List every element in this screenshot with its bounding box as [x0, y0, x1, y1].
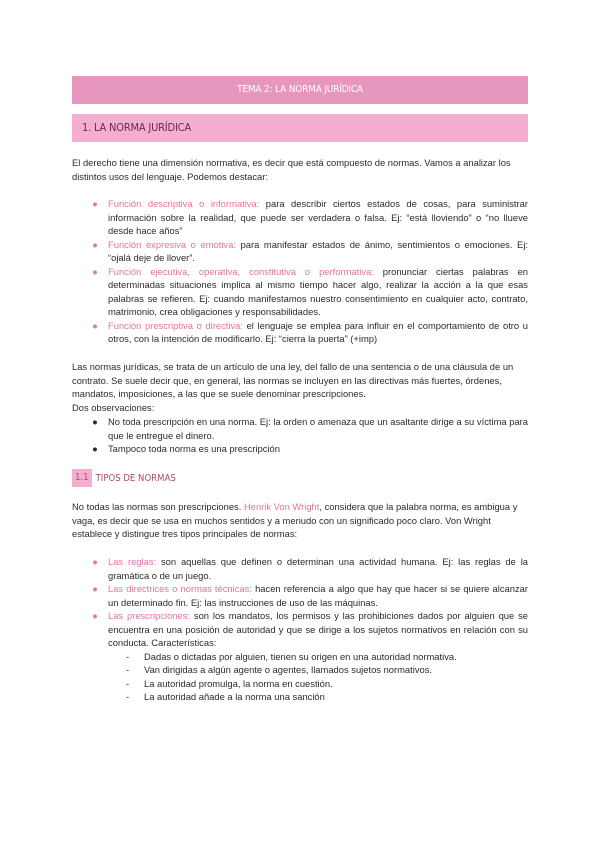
dash-icon: -	[126, 664, 130, 675]
use-text: pronunciar ciertas palabras en determinadas situaciones implica al mismo tiempo hacer algo, realizar la acción a la que esas palabras se refieren. Ej: cuando manifestamos nuestro consentimiento en cualquier acto, contrato, matrimonio, crea obligaciones y responsabilidades.	[108, 265, 528, 317]
type-text: son aquellas que definen o determinan una actividad humana. Ej: las reglas de la gramática o de un juego.	[108, 556, 528, 581]
intro-part-b: , considera que la palabra norma, es ambigua y vaga, es decir que se usa en muchos sentidos y a menudo con un significado poco claro. Von Wright establece y distingue tres tipos principales de normas:	[72, 501, 518, 539]
observation-text: Tampoco toda norma es una prescripción	[108, 443, 280, 454]
dash-icon: -	[126, 677, 130, 689]
bullet-icon: ●	[92, 583, 98, 594]
section-heading-1-1	[72, 467, 176, 489]
characteristic-text: Dadas o dictadas por alguien, tienen su origen en una autoridad normativa.	[144, 650, 457, 662]
bullet-icon: ●	[92, 610, 98, 621]
type-text: son los mandatos, los permisos y las prohibiciones dados por alguien que se encuentra en una posición de autoridad y que se dirige a los sujetos normativos en relación con su conducta. Características:	[108, 610, 528, 648]
characteristics-list	[108, 650, 528, 704]
bullet-icon: ●	[92, 416, 98, 427]
section-number: 1.1	[72, 469, 92, 487]
list-item	[72, 319, 528, 346]
intro-part-a: No todas las normas son prescripciones.	[72, 501, 244, 512]
section-heading-text: TIPOS DE NORMAS	[95, 472, 176, 484]
dash-icon: -	[126, 691, 130, 702]
type-term: Las reglas:	[108, 556, 157, 567]
bullet-icon: ●	[92, 443, 98, 454]
list-item	[108, 650, 528, 664]
type-term: Las prescripciones:	[108, 610, 191, 621]
bullet-icon: ●	[92, 319, 98, 331]
section-heading-1: 1. LA NORMA JURÍDICA	[72, 114, 528, 142]
dash-icon: -	[126, 650, 130, 662]
list-item	[72, 442, 528, 456]
bullet-icon: ●	[92, 556, 98, 567]
document-title: TEMA 2: LA NORMA JURÍDICA	[72, 76, 528, 104]
list-item	[72, 609, 528, 704]
list-item	[72, 582, 528, 609]
bullet-icon: ●	[92, 238, 98, 250]
observations-label: Dos observaciones:	[72, 402, 155, 413]
use-text: para describir ciertos estados de cosas, para suministrar información sobre la realidad, que puede ser verdadera o falsa. Ej: “está lloviendo” o “no llueve desde hace años”	[108, 198, 528, 236]
list-item	[108, 677, 528, 691]
characteristic-text: La autoridad promulga, la norma en cuestión.	[144, 677, 333, 689]
list-item	[108, 690, 528, 704]
section1-intro: El derecho tiene una dimensión normativa, es decir que está compuesto de normas. Vamos a analizar los distintos usos del lenguaje. Podemos destacar:	[72, 157, 511, 182]
list-item	[72, 265, 528, 319]
use-term: Función prescriptiva o directiva:	[108, 319, 243, 331]
list-item	[72, 555, 528, 582]
author-link[interactable]: Henrik Von Wright	[243, 501, 320, 512]
bullet-icon: ●	[92, 265, 98, 277]
type-term: Las directrices o normas técnicas:	[108, 583, 252, 594]
characteristic-text: La autoridad añade a la norma una sanción	[144, 691, 325, 702]
norm-types-list	[72, 555, 528, 704]
use-text: para manifestar estados de ánimo, sentimientos o emociones. Ej: “ojalá deje de llover”.	[108, 238, 529, 263]
use-text: el lenguaje se emplea para influir en el comportamiento de otro u otros, con la intención de modificarlo. Ej: “cierra la puerta” (+imp)	[108, 319, 528, 344]
bullet-icon: ●	[92, 198, 98, 209]
list-item	[72, 415, 528, 442]
use-term: Función ejecutiva, operativa, constitutiva o performativa:	[108, 265, 374, 277]
list-item	[108, 663, 528, 677]
list-item	[72, 238, 528, 265]
use-term: Función descriptiva o informativa:	[108, 198, 260, 209]
use-term: Función expresiva o emotiva:	[108, 238, 236, 250]
language-uses-list	[72, 197, 528, 346]
observations-list	[72, 415, 528, 456]
characteristic-text: Van dirigidas a algún agente o agentes, llamados sujetos normativos.	[144, 664, 433, 675]
type-text: hacen referencia a algo que hay que hacer si se quiere alcanzar un determinado fin. Ej: las instrucciones de uso de las máquinas.	[108, 583, 528, 608]
section1-paragraph-2: Las normas jurídicas, se trata de un artículo de una ley, del fallo de una sentencia o de una cláusula de un contrato. Se suele decir que, en general, las normas se incluyen en las directivas más fuertes, órdenes, mandatos, imposiciones, a las que se suele denominar prescripciones.	[72, 361, 514, 399]
section11-intro	[72, 500, 528, 541]
observation-text: No toda prescripción en una norma. Ej: la orden o amenaza que un asaltante dirige a su víctima para que le entregue el dinero.	[108, 416, 528, 441]
list-item	[72, 197, 528, 238]
